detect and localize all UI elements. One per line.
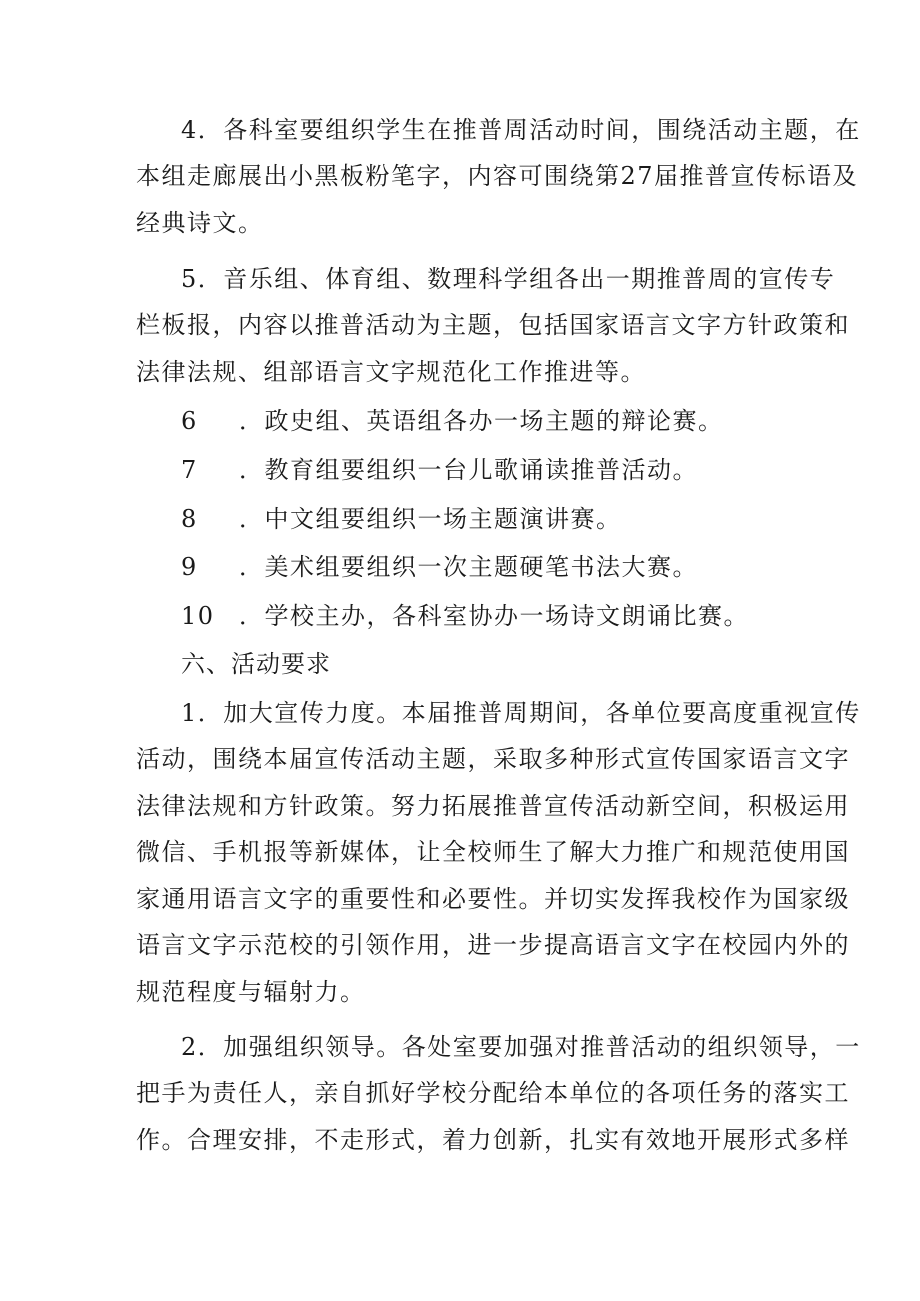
req-2-line-3: 作。合理安排，不走形式，着力创新，扎实有效地开展形式多样: [136, 1126, 850, 1154]
item-10: [181, 600, 749, 632]
item-7: [181, 454, 698, 486]
req-1-line-5: 家通用语言文字的重要性和必要性。并切实发挥我校作为国家级: [136, 885, 850, 913]
item-number: 6: [181, 407, 198, 435]
item-text: ．教育组要组织一台儿歌诵读推普活动。: [239, 456, 698, 484]
item-number: 8: [181, 505, 198, 533]
item-text: ．美术组要组织一次主题硬笔书法大赛。: [239, 553, 698, 581]
item-4-line-1: 4．各科室要组织学生在推普周活动时间，围绕活动主题，在: [181, 116, 861, 144]
item-number: 9: [181, 553, 198, 581]
req-1-line-3: 法律法规和方针政策。努力拓展推普宣传活动新空间，积极运用: [136, 792, 850, 820]
item-6: [181, 405, 724, 437]
item-4-line-3: 经典诗文。: [136, 209, 264, 237]
req-1-line-7: 规范程度与辐射力。: [136, 978, 366, 1006]
req-1-line-4: 微信、手机报等新媒体，让全校师生了解大力推广和规范使用国: [136, 838, 850, 866]
item-text: ．中文组要组织一场主题演讲赛。: [239, 505, 622, 533]
req-1-line-2: 活动，围绕本届宣传活动主题，采取多种形式宣传国家语言文字: [136, 745, 850, 773]
item-text: ．学校主办，各科室协办一场诗文朗诵比赛。: [239, 602, 749, 630]
item-9: [181, 551, 698, 583]
req-1-line-6: 语言文字示范校的引领作用，进一步提高语言文字在校园内外的: [136, 931, 850, 959]
item-5-line-2: 栏板报，内容以推普活动为主题，包括国家语言文字方针政策和: [136, 311, 850, 339]
item-4-line-2: 本组走廊展出小黑板粉笔字，内容可围绕第27届推普宣传标语及: [136, 162, 859, 190]
item-8: [181, 503, 622, 535]
section-heading: 六、活动要求: [181, 650, 331, 678]
item-5-line-1: 5．音乐组、体育组、数理科学组各出一期推普周的宣传专: [181, 265, 836, 293]
item-5-line-3: 法律法规、组部语言文字规范化工作推进等。: [136, 358, 646, 386]
item-number: 7: [181, 456, 198, 484]
item-number: 10: [181, 602, 215, 630]
item-text: ．政史组、英语组各办一场主题的辩论赛。: [239, 407, 724, 435]
req-1-line-1: 1．加大宣传力度。本届推普周期间，各单位要高度重视宣传: [181, 699, 861, 727]
req-2-line-2: 把手为责任人，亲自抓好学校分配给本单位的各项任务的落实工: [136, 1079, 850, 1107]
req-2-line-1: 2．加强组织领导。各处室要加强对推普活动的组织领导，一: [181, 1033, 861, 1061]
